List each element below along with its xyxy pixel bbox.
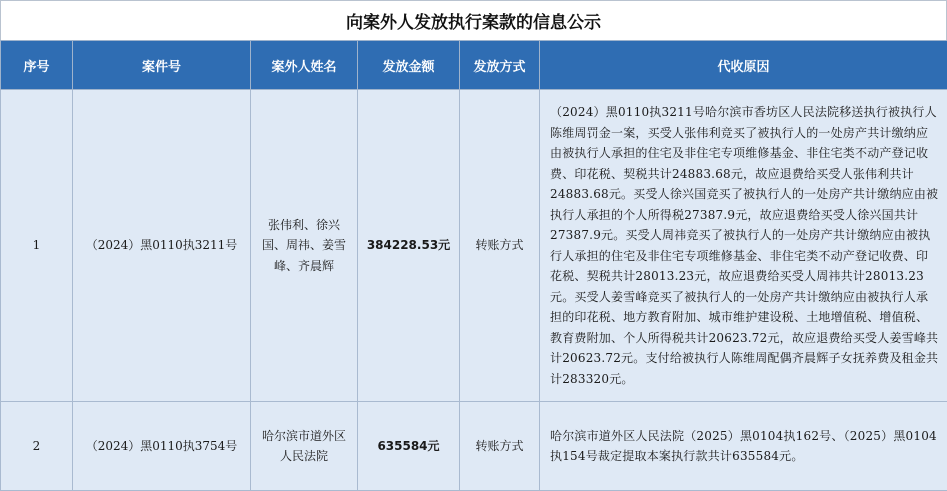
row-index: 2 xyxy=(1,402,73,491)
header-index: 序号 xyxy=(1,41,73,90)
table-row xyxy=(1,90,947,402)
row-recipient-names: 张伟利、徐兴国、周祎、姜雪峰、齐晨辉 xyxy=(251,90,358,402)
header-case-number: 案件号 xyxy=(73,41,251,90)
header-recipient-name: 案外人姓名 xyxy=(251,41,358,90)
row-index: 1 xyxy=(1,90,73,402)
header-method: 发放方式 xyxy=(460,41,540,90)
row-reason: （2024）黑0110执3211号哈尔滨市香坊区人民法院移送执行被执行人陈维周罚金一案，买受人张伟利竞买了被执行人的一处房产共计缴纳应由被执行人承担的住宅及非住宅专项维修基金、非住宅类不动产登记收费、印花税、契税共计24883.68元，故应退费给买受人张伟利共计24883.68元。买受人徐兴国竞买了被执行人的一处房产共计缴纳应由被执行人承担的个人所得税27387.9元，故应退费给买受人徐兴国共计27387.9元。买受人周祎竞买了被执行人的一处房产共计缴纳应由被执行人承担的住宅及非住宅专项维修基金、非住宅类不动产登记收费、印花税、契税共计28013.23元，故应退费给买受人周祎共计28013.23元。买受人姜雪峰竞买了被执行人的一处房产共计缴纳应由被执行人承担的印花税、地方教育附加、城市维护建设税、土地增值税、增值税、教育费附加、个人所得税共计20623.72元，故应退费给买受人姜雪峰共计20623.72元。支付给被执行人陈维周配偶齐晨辉子女抚养费及租金共计283320元。 xyxy=(540,90,947,402)
header-reason: 代收原因 xyxy=(540,41,947,90)
row-method: 转账方式 xyxy=(460,90,540,402)
header-amount: 发放金额 xyxy=(358,41,460,90)
row-amount: 384228.53元 xyxy=(358,90,460,402)
row-case-number: （2024）黑0110执3754号 xyxy=(73,402,251,491)
row-reason: 哈尔滨市道外区人民法院（2025）黑0104执162号、（2025）黑0104执154号裁定提取本案执行款共计635584元。 xyxy=(540,402,947,491)
row-recipient-names: 哈尔滨市道外区人民法院 xyxy=(251,402,358,491)
row-case-number: （2024）黑0110执3211号 xyxy=(73,90,251,402)
row-method: 转账方式 xyxy=(460,402,540,491)
page-title: 向案外人发放执行案款的信息公示 xyxy=(0,0,947,40)
table-header-row xyxy=(1,41,947,90)
table-row xyxy=(1,402,947,491)
row-amount: 635584元 xyxy=(358,402,460,491)
disbursement-table xyxy=(0,40,947,491)
